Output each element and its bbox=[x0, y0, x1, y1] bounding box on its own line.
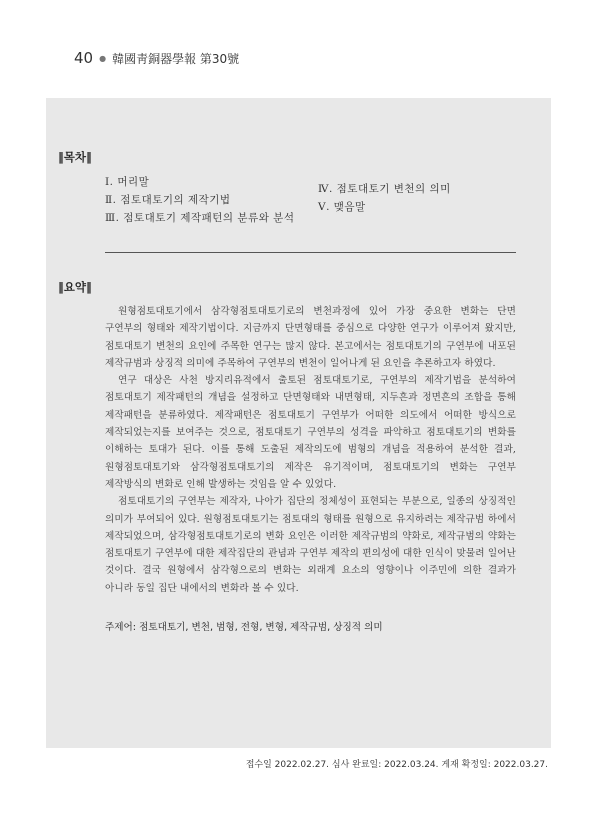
abstract-paragraph-1: 원형점토대토기에서 삼각형점토대토기로의 변천과정에 있어 가장 중요한 변화는 단면 구연부의 형태와 제작기법이다. 지금까지 단면형태를 중심으로 다양한 연구가 이루어져 왔지만, 점토대토기 변천의 요인에 주목한 연구는 많지 않다. 본고에서는 점토대토기의 구연부에 내포된 제작규범과 상징적 의미에 주목하여 구연부의 변천이 일어나게 된 요인을 추론하고자 하였다. bbox=[105, 306, 516, 369]
abstract-paragraph-2: 연구 대상은 사천 방지리유적에서 출토된 점토대토기로, 구연부의 제작기법을 분석하여 점토대토기 제작패턴의 개념을 설정하고 단면형태와 내면형태, 지두흔과 정면흔의 조합을 통해 제작패턴을 분류하였다. 제작패턴은 점토대토기 구연부가 어떠한 의도에서 어떠한 방식으로 제작되었는지를 보여주는 것으로, 점토대토기 구연부의 성격을 파악하고 점토대토기의 변화를 이해하는 토대가 된다. 이를 통해 도출된 제작의도에 범형의 개념을 적용하여 분석한 결과, 원형점토대토기와 삼각형점토대토기의 제작은 유기적이며, 점토대토기의 변화는 구연부 제작방식의 변화로 인해 발생하는 것임을 알 수 있었다. bbox=[105, 375, 516, 490]
abstract-paragraph-3: 점토대토기의 구연부는 제작자, 나아가 집단의 정체성이 표현되는 부분으로, 일종의 상징적인 의미가 부여되어 있다. 원형점토대토기는 점토대의 형태를 원형으로 유지하려는 제작규범 하에서 제작되었으며, 삼각형점토대토기로의 변화 요인은 이러한 제작규범의 약화로, 제작규범의 약화는 점토대토기 구연부에 대한 제작집단의 관념과 구연부 제작의 편의성에 대한 인식이 맞물려 일어난 것이다. 결국 원형에서 삼각형으로의 변화는 외래계 요소의 영향이나 이주민에 의한 결과가 아니라 동일 집단 내에서의 변화라 볼 수 있다. bbox=[105, 496, 516, 594]
keywords: 주제어: 점토대토기, 변천, 범형, 전형, 변형, 제작규범, 상징적 의미 bbox=[105, 622, 383, 633]
journal-title: 韓國靑銅器學報 第30號 bbox=[112, 51, 240, 66]
page-number: 40 bbox=[74, 49, 94, 67]
running-head bbox=[74, 49, 239, 67]
toc-item-4: Ⅳ. 점토대토기 변천의 의미 bbox=[318, 183, 451, 195]
toc-item-2: Ⅱ. 점토대토기의 제작기법 bbox=[105, 194, 231, 206]
abstract-body bbox=[105, 303, 516, 597]
divider bbox=[105, 252, 516, 253]
abstract-heading: ‖요약‖ bbox=[58, 280, 92, 294]
submission-dates: 접수일 2022.02.27. 심사 완료일: 2022.03.24. 게재 확정일: 2022.03.27. bbox=[245, 760, 548, 770]
toc-item-1: Ⅰ. 머리말 bbox=[105, 176, 150, 188]
bullet-icon: ● bbox=[99, 53, 107, 63]
toc-item-3: Ⅲ. 점토대토기 제작패턴의 분류와 분석 bbox=[105, 212, 295, 224]
toc-heading: ‖목차‖ bbox=[58, 150, 92, 164]
toc-item-5: Ⅴ. 맺음말 bbox=[318, 201, 366, 213]
